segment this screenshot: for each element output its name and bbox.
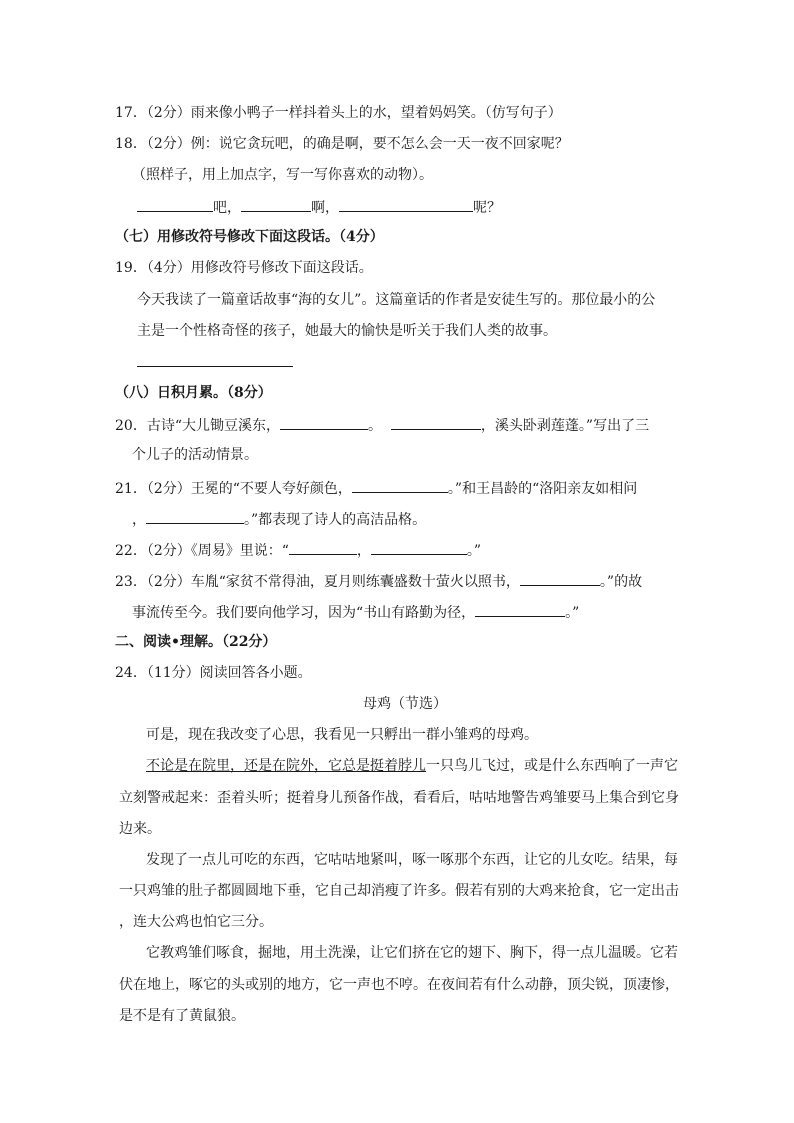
underlined-text: 不论是在院里，还是在院外，它总是挺着脖儿	[146, 758, 426, 774]
question-score: （2分）	[146, 481, 191, 497]
article-paragraph	[146, 756, 678, 776]
passage-line: 主是一个性格奇怪的孩子，她最大的愉快是听关于我们人类的故事。	[137, 323, 557, 339]
question-text: 王冕的“不要人夸好颜色，	[190, 481, 352, 497]
answer-blank[interactable]	[146, 508, 244, 524]
question-text: 《周易》里说：“	[190, 543, 289, 559]
article-paragraph-line: 伏在地上，啄它的头或别的地方，它一声也不哼。在夜间若有什么动静，顶尖锐，顶凄惨，	[119, 977, 679, 993]
answer-blank[interactable]	[371, 539, 467, 555]
question-number: 22．	[115, 543, 147, 559]
question-number: 17．	[115, 105, 147, 121]
answer-blank[interactable]	[520, 570, 600, 586]
question-18-answer-line	[137, 196, 501, 218]
question-20-continuation: 个儿子的活动情景。	[132, 447, 258, 463]
article-paragraph-line: ，连大公鸡也怕它三分。	[119, 914, 273, 930]
question-number: 21．	[115, 481, 147, 497]
passage-line: 今天我读了一篇童话故事“海的女儿”。这篇童话的作者是安徒生写的。那位最小的公	[137, 292, 656, 308]
article-paragraph-line: 是不是有了黄鼠狼。	[119, 1008, 245, 1024]
paragraph-text: 一只鸟儿飞过，或是什么东西响了一声它	[426, 758, 678, 774]
question-text: 。”的故	[599, 574, 643, 590]
article-paragraph: 可是，现在我改变了心思，我看见一只孵出一群小雏鸡的母鸡。	[146, 727, 538, 743]
question-text: 。”	[466, 543, 482, 559]
question-18-instruction: （照样子，用上加点字，写一写你喜欢的动物）。	[132, 167, 433, 183]
question-text: ，	[356, 543, 371, 559]
answer-blank[interactable]	[137, 196, 213, 212]
article-title: 母鸡（节选）	[363, 696, 447, 712]
answer-blank[interactable]	[280, 414, 368, 430]
question-text: ，	[132, 512, 146, 528]
question-text: 例：说它贪玩吧，的确是啊，要不怎么会一天一夜不回家呢？	[190, 136, 569, 152]
question-text: 。”	[565, 605, 580, 621]
question-17	[115, 103, 562, 123]
answer-blank[interactable]	[475, 601, 565, 617]
question-text: 事流传至今。我们要向他学习，因为“书山有路勤为径，	[132, 605, 476, 621]
answer-fragment: 呢？	[473, 200, 501, 216]
question-score: （11分）	[146, 665, 200, 681]
answer-fragment: 啊，	[311, 200, 339, 216]
section-8-heading: （八）日积月累。（8分）	[115, 385, 272, 401]
article-paragraph: 发现了一点儿可吃的东西，它咕咕地紧叫，啄一啄那个东西，让它的儿女吃。结果，每	[146, 852, 678, 868]
question-text: 。”都表现了诗人的高洁品格。	[244, 512, 427, 528]
answer-blank[interactable]	[137, 366, 293, 367]
answer-blank[interactable]	[241, 196, 311, 212]
article-paragraph-line: 立刻警戒起来：歪着头听；挺着身儿预备作战，看看后，咕咕地警告鸡雏要马上集合到它身	[119, 790, 679, 806]
article-paragraph-line: 一只鸡雏的肚子都圆圆地下垂，它自己却消瘦了许多。假若有别的大鸡来抢食，它一定出击	[119, 883, 679, 899]
question-number: 20．	[115, 418, 147, 434]
article-paragraph: 它教鸡雏们啄食，掘地，用土洗澡，让它们挤在它的翅下、胸下，得一点儿温暖。它若	[146, 945, 678, 961]
question-text: 阅读回答各小题。	[199, 665, 312, 681]
part-2-heading: 二、阅读•理解。（22分）	[115, 634, 277, 650]
question-score: （2分）	[146, 105, 191, 121]
answer-fragment: 吧，	[213, 200, 241, 216]
question-text: 车胤“家贫不常得油，夏月则练囊盛数十萤火以照书，	[190, 574, 520, 590]
question-text: ，溪头卧剥莲蓬。”写出了三	[480, 418, 650, 434]
question-text: 用修改符号修改下面这段话。	[190, 260, 373, 276]
question-21-continuation	[132, 508, 426, 530]
question-text: 。”和王昌龄的“洛阳亲友如相问	[447, 481, 638, 497]
question-score: （4分）	[146, 260, 191, 276]
question-score: （2分）	[146, 543, 191, 559]
question-text: 。	[368, 418, 382, 434]
question-21	[115, 477, 637, 499]
answer-blank[interactable]	[289, 539, 357, 555]
question-number: 18．	[115, 136, 147, 152]
question-number: 24．	[115, 665, 147, 681]
answer-blank[interactable]	[339, 196, 473, 212]
question-19	[115, 258, 373, 278]
question-score: （2分）	[146, 136, 191, 152]
question-20	[115, 414, 649, 436]
question-score: （2分）	[146, 574, 191, 590]
question-number: 19．	[115, 260, 147, 276]
question-18	[115, 134, 569, 154]
answer-blank[interactable]	[352, 477, 448, 493]
question-23	[115, 570, 642, 592]
section-7-heading: （七）用修改符号修改下面这段话。（4分）	[115, 229, 384, 245]
article-paragraph-line: 边来。	[119, 821, 161, 837]
question-22	[115, 539, 481, 561]
question-23-continuation	[132, 601, 579, 623]
answer-blank[interactable]	[391, 414, 481, 430]
question-text: 雨来像小鸭子一样抖着头上的水，望着妈妈笑。（仿写句子）	[190, 105, 562, 121]
question-24	[115, 663, 312, 683]
question-number: 23．	[115, 574, 147, 590]
question-text: 古诗“大儿锄豆溪东，	[146, 418, 280, 434]
